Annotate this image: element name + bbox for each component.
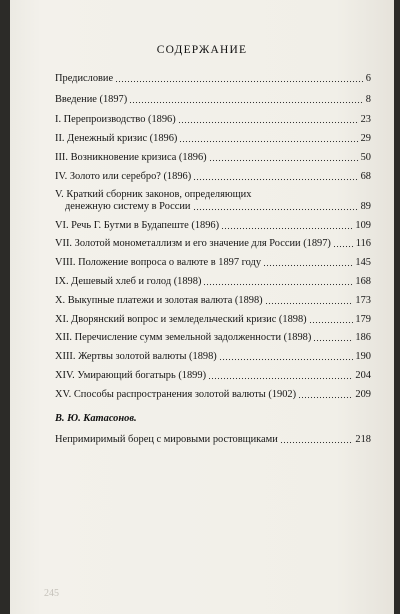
toc-entry-chapter-14: [55, 363, 371, 382]
toc-entry-label: III. Возникновение кризиса (1896): [55, 151, 207, 163]
toc-entry-chapter-8: [55, 250, 371, 269]
toc-entry-preface: [55, 66, 371, 85]
toc-entry-chapter-13: [55, 344, 371, 363]
dot-leader: [263, 259, 353, 267]
toc-entry-label: XI. Дворянский вопрос и земледельческий кризис (1898): [55, 313, 307, 325]
toc-entry-label: IV. Золото или серебро? (1896): [55, 170, 192, 182]
toc-entry-label: Введение (1897): [55, 93, 128, 105]
toc-entry-label-continued: денежную систему в России: [65, 200, 191, 212]
toc-entry-chapter-6: [55, 213, 371, 232]
toc-entry-chapter-1: [55, 108, 371, 127]
toc-entry-chapter-10: [55, 288, 371, 307]
toc-entry-chapter-3: [55, 145, 371, 164]
toc-entry-page: 89: [360, 200, 371, 212]
dot-leader: [265, 297, 354, 305]
toc-entry-chapter-9: [55, 269, 371, 288]
dot-leader: [193, 173, 358, 181]
toc-entry-chapter-15: [55, 382, 371, 401]
toc-entry-page: 179: [355, 313, 371, 325]
toc-entry-page: 109: [355, 219, 371, 231]
toc-entry-page: 68: [360, 170, 371, 182]
toc-entry-label: XV. Способы распространения золотой валюты (1902): [55, 388, 297, 400]
toc-entry-chapter-7: [55, 232, 371, 251]
toc-entry-chapter-4: [55, 164, 371, 183]
dot-leader: [179, 135, 358, 143]
toc-entry-label: VIII. Положение вопроса о валюте в 1897 году: [55, 257, 262, 269]
toc-entry-label: XIII. Жертвы золотой валюты (1898): [55, 351, 217, 363]
dot-leader: [309, 316, 354, 324]
toc-entry-label: Предисловие: [55, 72, 114, 84]
toc-entry-page: 190: [355, 351, 371, 363]
dot-leader: [203, 278, 353, 286]
toc-entry-introduction: [55, 87, 371, 106]
toc-entry-chapter-12: [55, 326, 371, 345]
dot-leader: [221, 222, 353, 230]
book-page: [10, 0, 394, 614]
toc-entry-label: X. Выкупные платежи и золотая валюта (1898): [55, 294, 263, 306]
toc-entry-page: 186: [355, 332, 371, 344]
toc-entry-afterword: [55, 427, 371, 446]
toc-entry-chapter-5: [55, 189, 371, 213]
page-number: 245: [44, 588, 59, 599]
dot-leader: [333, 240, 354, 248]
toc-entry-page: 173: [355, 294, 371, 306]
toc-entry-page: 209: [355, 388, 371, 400]
toc-entry-label: XIV. Умирающий богатырь (1899): [55, 369, 207, 381]
toc-entry-label: VII. Золотой монометаллизм и его значение для России (1897): [55, 238, 331, 250]
dot-leader: [178, 116, 359, 124]
dot-leader: [115, 75, 364, 83]
dot-leader: [208, 372, 353, 380]
toc-entry-page: 116: [355, 238, 371, 250]
toc-entry-page: 8: [365, 93, 371, 105]
toc-entry-label: Непримиримый борец с мировыми ростовщиками: [55, 433, 278, 445]
dot-leader: [129, 96, 364, 104]
dot-leader: [193, 203, 359, 211]
toc-entry-chapter-11: [55, 307, 371, 326]
toc-entry-page: 29: [360, 133, 371, 145]
dot-leader: [209, 154, 359, 162]
toc-entry-label: I. Перепроизводство (1896): [55, 114, 176, 126]
toc-entry-label: VI. Речь Г. Бутми в Будапеште (1896): [55, 219, 220, 231]
toc-entry-page: 218: [355, 433, 371, 445]
dot-leader: [298, 391, 353, 399]
dot-leader: [280, 436, 354, 444]
table-of-contents: [55, 66, 371, 446]
toc-entry-page: 168: [355, 275, 371, 287]
toc-entry-label: II. Денежный кризис (1896): [55, 133, 178, 145]
toc-entry-label: IX. Дешевый хлеб и голод (1898): [55, 275, 202, 287]
dot-leader: [313, 334, 353, 342]
toc-entry-chapter-2: [55, 126, 371, 145]
toc-entry-page: 6: [365, 72, 371, 84]
toc-entry-page: 23: [360, 114, 371, 126]
dot-leader: [219, 353, 354, 361]
toc-entry-page: 50: [360, 151, 371, 163]
contents-title: СОДЕРЖАНИЕ: [156, 44, 248, 56]
toc-entry-page: 145: [355, 257, 371, 269]
toc-entry-label: V. Краткий сборник законов, определяющих: [55, 188, 252, 200]
toc-entry-page: 204: [355, 369, 371, 381]
afterword-author: В. Ю. Катасонов.: [55, 412, 137, 424]
toc-entry-label: XII. Перечисление сумм земельной задолженности (1898): [55, 332, 312, 344]
